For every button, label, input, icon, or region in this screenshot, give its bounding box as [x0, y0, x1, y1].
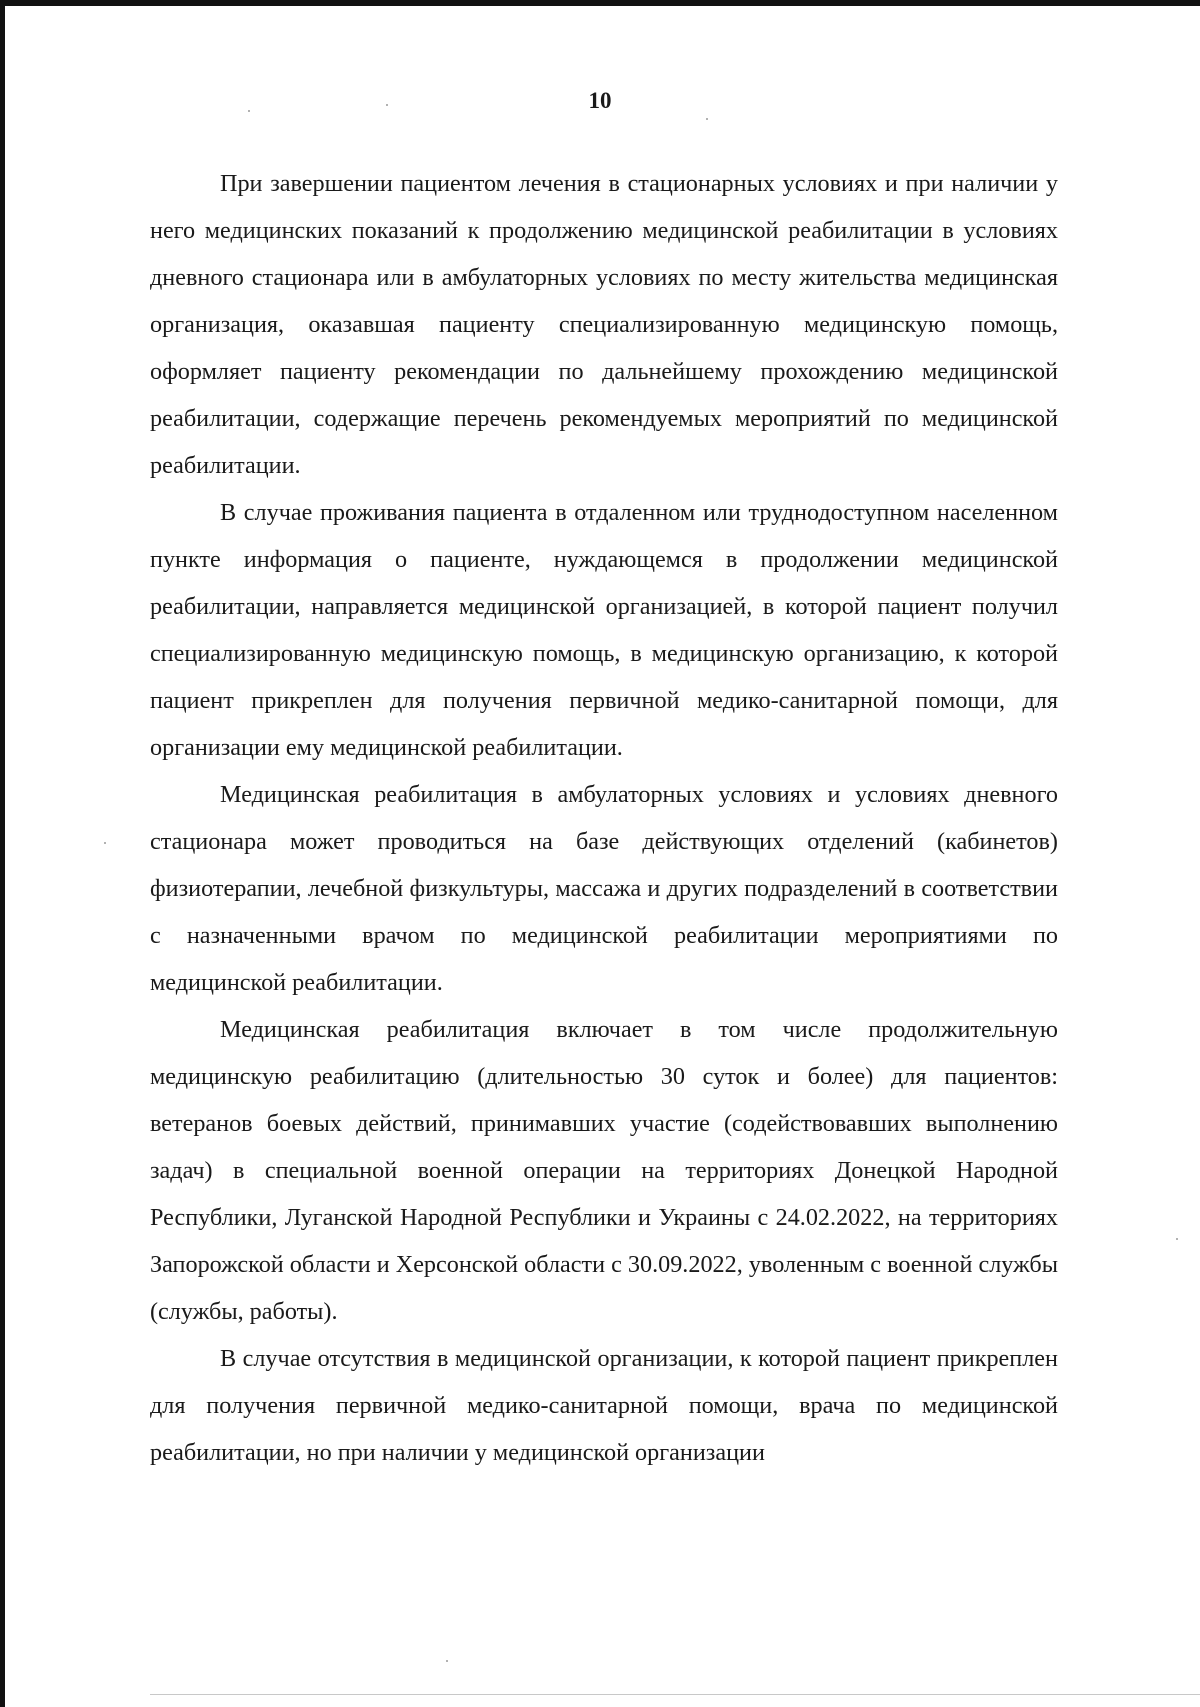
- scan-speck: [1176, 1238, 1178, 1240]
- page-number: 10: [588, 88, 612, 113]
- paragraph-5: В случае отсутствия в медицинской организации, к которой пациент прикреплен для получения первичной медико-санитарной помощи, врача по медицинской реабилитации, но при наличии у медицинской организации: [150, 1345, 1058, 1466]
- scan-speck: [104, 842, 106, 844]
- paragraph-2: В случае проживания пациента в отдаленном или труднодоступном населенном пункте информация о пациенте, нуждающемся в продолжении медицинской реабилитации, направляется медицинской организацией, в которой пациент получил специализированную медицинскую помощь, в медицинскую организацию, к которой пациент прикреплен для получения первичной медико-санитарной помощи, для организации ему медицинской реабилитации.: [150, 499, 1058, 761]
- scan-speck: [386, 104, 388, 106]
- scan-bottom-line: [150, 1694, 1200, 1695]
- scan-left-edge: [0, 0, 5, 1707]
- scan-speck: [248, 110, 250, 112]
- scan-top-edge: [0, 0, 1200, 6]
- paragraph-1: При завершении пациентом лечения в стационарных условиях и при наличии у него медицинских показаний к продолжению медицинской реабилитации в условиях дневного стационара или в амбулаторных условиях по месту жительства медицинская организация, оказавшая пациенту специализированную медицинскую помощь, оформляет пациенту рекомендации по дальнейшему прохождению медицинской реабилитации, содержащие перечень рекомендуемых мероприятий по медицинской реабилитации.: [150, 170, 1058, 479]
- scan-speck: [706, 118, 708, 120]
- paragraph-4: Медицинская реабилитация включает в том числе продолжительную медицинскую реабилитацию (длительностью 30 суток и более) для пациентов: ветеранов боевых действий, принимавших участие (содействовавших выполнению задач) в специальной военной операции на территориях Донецкой Народной Республики, Луганской Народной Республики и Украины с 24.02.2022, на территориях Запорожской области и Херсонской области с 30.09.2022, уволенным с военной службы (службы, работы).: [150, 1016, 1058, 1325]
- scan-speck: [446, 1660, 448, 1662]
- paragraph-3: Медицинская реабилитация в амбулаторных условиях и условиях дневного стационара может проводиться на базе действующих отделений (кабинетов) физиотерапии, лечебной физкультуры, массажа и других подразделений в соответствии с назначенными врачом по медицинской реабилитации мероприятиями по медицинской реабилитации.: [150, 781, 1058, 996]
- document-body: [150, 160, 1058, 1476]
